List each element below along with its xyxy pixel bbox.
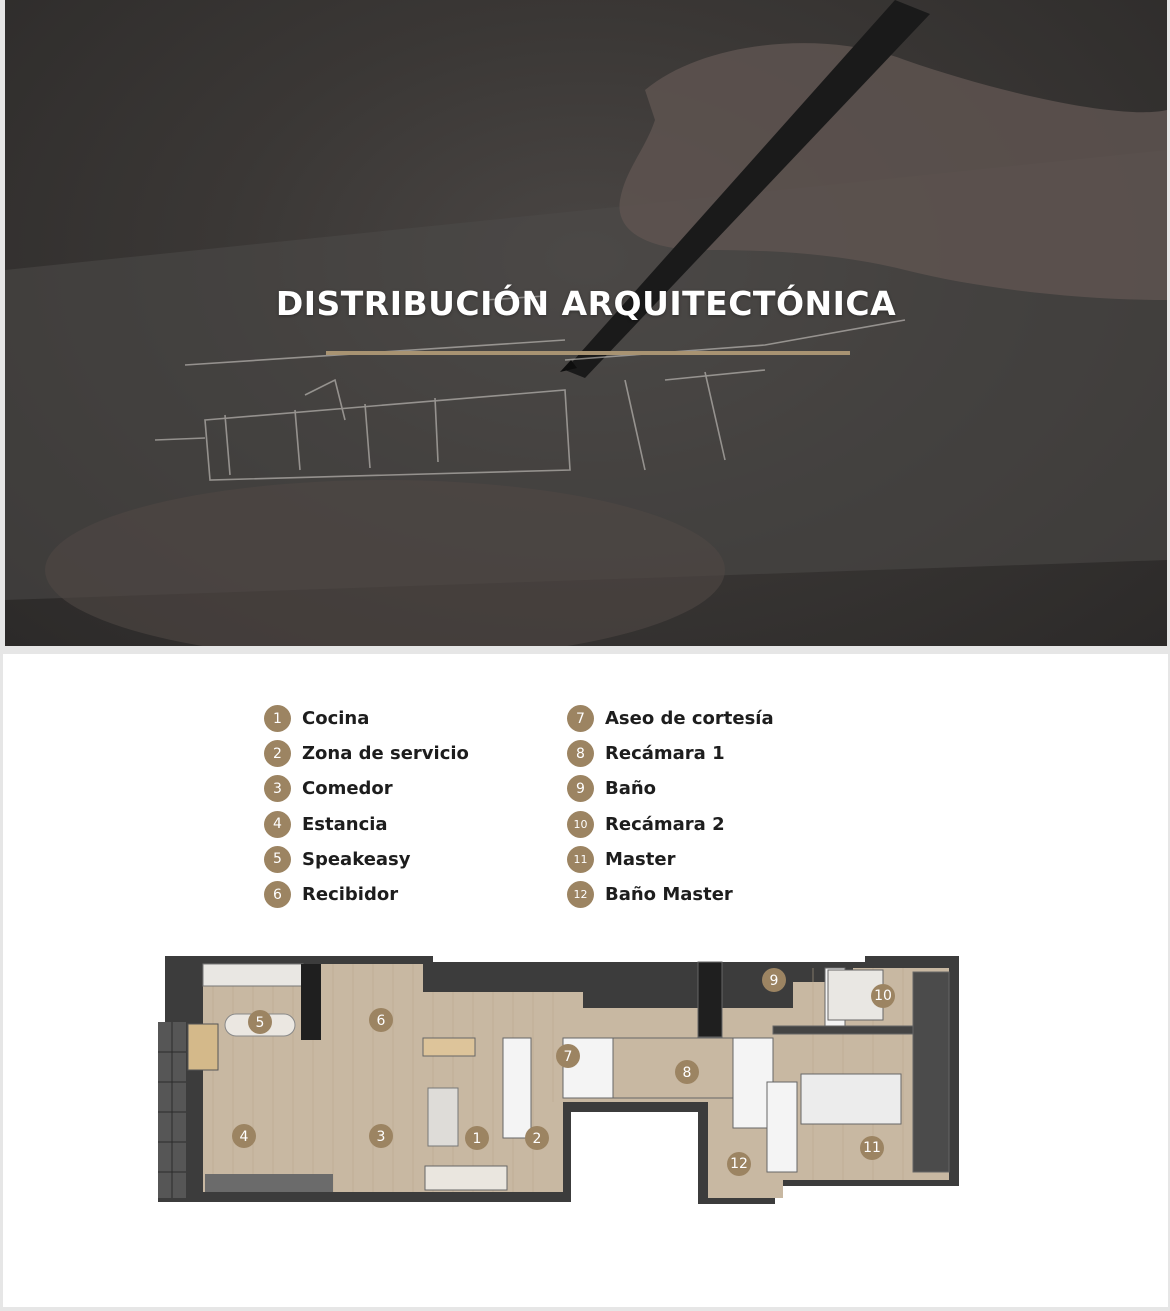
plan-marker-11 [860, 1136, 884, 1160]
kitchen-counter [423, 1038, 475, 1056]
page-title: DISTRIBUCIÓN ARQUITECTÓNICA [275, 284, 897, 323]
svg-text:3: 3 [376, 1129, 386, 1145]
svg-text:12: 12 [730, 1156, 748, 1172]
svg-text:10: 10 [874, 988, 892, 1004]
svg-text:11: 11 [863, 1140, 881, 1156]
legend-item [567, 736, 774, 771]
number-badge: 5 [264, 846, 291, 873]
kitchen-island [428, 1088, 458, 1146]
number-badge: 11 [567, 846, 594, 873]
architect-sketch-background [5, 0, 1167, 646]
number-badge: 8 [567, 740, 594, 767]
number-badge: 9 [567, 775, 594, 802]
bar-shelf [301, 964, 321, 1040]
plan-marker-5 [248, 1010, 272, 1034]
plan-marker-10 [871, 984, 895, 1008]
plan-marker-1 [465, 1126, 489, 1150]
legend-item [567, 842, 774, 877]
kitchen-base [425, 1166, 507, 1190]
legend-label: Recibidor [302, 884, 399, 906]
bar-counter [203, 964, 303, 986]
plan-marker-2 [525, 1126, 549, 1150]
svg-text:5: 5 [255, 1015, 265, 1031]
legend-right-column [567, 701, 774, 912]
plan-marker-12 [727, 1152, 751, 1176]
plan-marker-3 [369, 1124, 393, 1148]
svg-text:4: 4 [239, 1129, 249, 1145]
legend-label: Master [605, 848, 676, 870]
legend-item [567, 771, 774, 806]
number-badge: 1 [264, 705, 291, 732]
legend-item [264, 771, 469, 806]
floor-plan-panel [3, 654, 1168, 1307]
number-badge: 7 [567, 705, 594, 732]
legend-label: Baño Master [605, 884, 733, 906]
legend-label: Cocina [302, 708, 370, 730]
hero-banner [5, 0, 1167, 646]
legend-item [264, 736, 469, 771]
svg-text:7: 7 [563, 1049, 573, 1065]
number-badge: 4 [264, 811, 291, 838]
svg-text:9: 9 [769, 973, 779, 989]
legend-item [264, 701, 469, 736]
title-underline [326, 351, 850, 355]
legend-label: Recámara 2 [605, 813, 725, 835]
sofa [205, 1174, 333, 1192]
plan-marker-8 [675, 1060, 699, 1084]
number-badge: 6 [264, 881, 291, 908]
legend-item [567, 701, 774, 736]
legend-label: Aseo de cortesía [605, 708, 774, 730]
number-badge: 10 [567, 811, 594, 838]
number-badge: 12 [567, 881, 594, 908]
floor-plan [153, 952, 965, 1242]
legend-item [264, 877, 469, 912]
plan-marker-7 [556, 1044, 580, 1068]
legend-label: Baño [605, 778, 657, 800]
legend-label: Speakeasy [302, 848, 411, 870]
legend-label: Comedor [302, 778, 393, 800]
legend-label: Recámara 1 [605, 743, 725, 765]
plan-marker-4 [232, 1124, 256, 1148]
svg-text:1: 1 [472, 1131, 482, 1147]
svg-text:6: 6 [376, 1013, 386, 1029]
number-badge: 2 [264, 740, 291, 767]
svg-text:2: 2 [532, 1131, 542, 1147]
legend-item [264, 807, 469, 842]
legend-label: Estancia [302, 813, 388, 835]
legend-label: Zona de servicio [302, 743, 469, 765]
legend-item [264, 842, 469, 877]
svg-text:8: 8 [682, 1065, 692, 1081]
number-badge: 3 [264, 775, 291, 802]
legend-left-column [264, 701, 469, 912]
stair [188, 1024, 218, 1070]
plan-marker-9 [762, 968, 786, 992]
plan-marker-6 [369, 1008, 393, 1032]
legend-item [567, 807, 774, 842]
legend-item [567, 877, 774, 912]
